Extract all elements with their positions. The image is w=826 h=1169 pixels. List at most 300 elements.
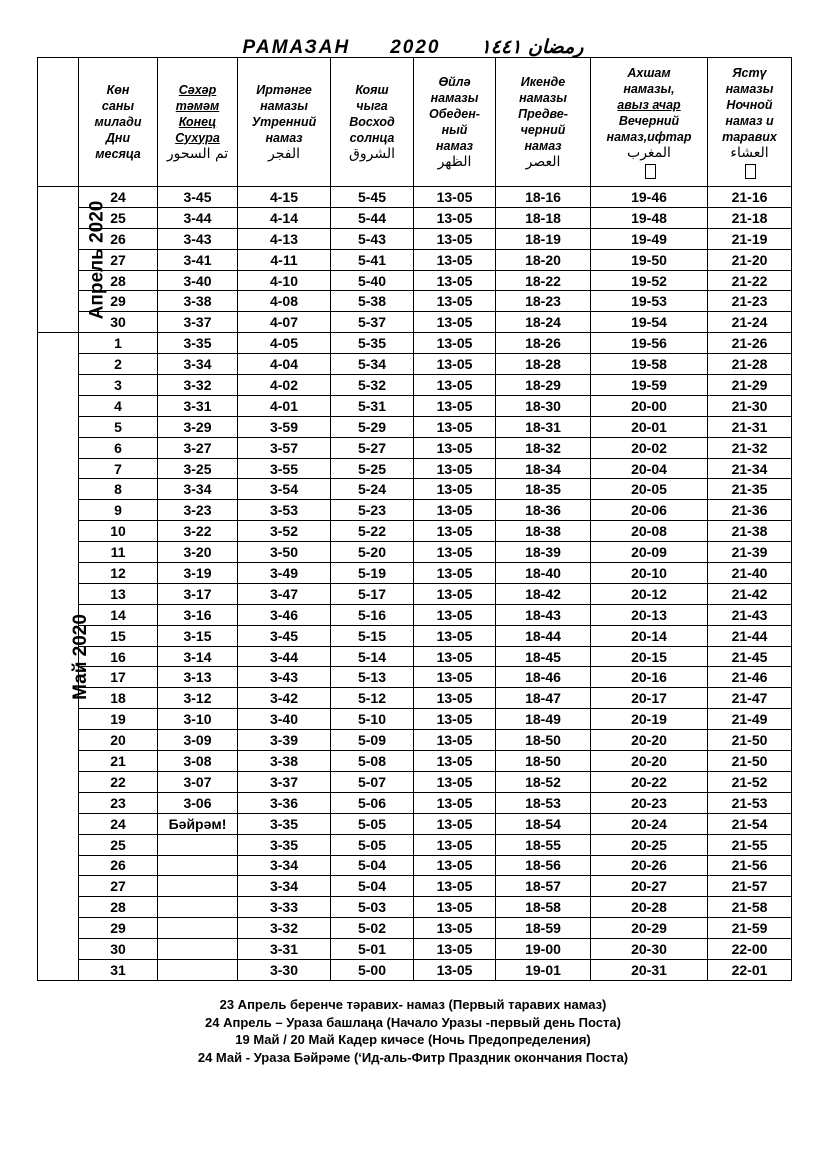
- cell-asr: 18-34: [496, 458, 591, 479]
- cell-fajr: 3-49: [238, 563, 331, 584]
- cell-maghrib: 20-12: [591, 583, 708, 604]
- table-row: [38, 270, 792, 291]
- cell-asr: 18-50: [496, 751, 591, 772]
- cell-isha: 21-26: [708, 333, 792, 354]
- header-line: Вечерний: [618, 114, 680, 129]
- table-row: [38, 479, 792, 500]
- cell-asr: 18-56: [496, 855, 591, 876]
- cell-asr: 18-58: [496, 897, 591, 918]
- table-row: [38, 939, 792, 960]
- header-line: намазы: [725, 82, 774, 97]
- cell-dhuhr: 13-05: [414, 792, 496, 813]
- cell-suhur: 3-27: [158, 437, 238, 458]
- cell-maghrib: 20-23: [591, 792, 708, 813]
- cell-asr: 18-30: [496, 395, 591, 416]
- cell-suhur: Бәйрәм!: [158, 813, 238, 834]
- cell-sunrise: 5-34: [331, 354, 414, 375]
- header-line: намаз,ифтар: [606, 130, 692, 145]
- note-line: 24 Май - Ураза Бәйрәме (‘Ид-аль-Фитр Праздник окончания Поста): [197, 1049, 629, 1065]
- header-fajr: [238, 58, 331, 187]
- header-line: Көн: [106, 83, 130, 97]
- cell-dhuhr: 13-05: [414, 876, 496, 897]
- cell-day: 7: [79, 458, 158, 479]
- cell-sunrise: 5-37: [331, 312, 414, 333]
- cell-maghrib: 20-06: [591, 500, 708, 521]
- table-row: [38, 312, 792, 333]
- header-line: Восход: [349, 114, 395, 129]
- cell-suhur: 3-17: [158, 583, 238, 604]
- header-line: Ахшам: [627, 66, 671, 81]
- cell-isha: 21-53: [708, 792, 792, 813]
- cell-sunrise: 5-09: [331, 730, 414, 751]
- table-row: [38, 542, 792, 563]
- cell-dhuhr: 13-05: [414, 688, 496, 709]
- table-row: [38, 354, 792, 375]
- cell-asr: 18-50: [496, 730, 591, 751]
- cell-dhuhr: 13-05: [414, 855, 496, 876]
- cell-fajr: 4-15: [238, 187, 331, 208]
- cell-suhur: [158, 897, 238, 918]
- header-line: черний: [520, 122, 566, 137]
- header-line: таравих: [722, 130, 777, 145]
- cell-asr: 18-16: [496, 187, 591, 208]
- cell-fajr: 3-33: [238, 897, 331, 918]
- cell-fajr: 3-50: [238, 542, 331, 563]
- cell-sunrise: 5-05: [331, 813, 414, 834]
- cell-sunrise: 5-06: [331, 792, 414, 813]
- cell-maghrib: 20-16: [591, 667, 708, 688]
- cell-dhuhr: 13-05: [414, 333, 496, 354]
- cell-suhur: 3-09: [158, 730, 238, 751]
- cell-maghrib: 20-27: [591, 876, 708, 897]
- header-sunrise: [331, 58, 414, 187]
- cell-suhur: [158, 876, 238, 897]
- cell-isha: 21-38: [708, 521, 792, 542]
- header-line: Иртәнге: [256, 82, 312, 97]
- cell-asr: 19-00: [496, 939, 591, 960]
- cell-sunrise: 5-23: [331, 500, 414, 521]
- cell-suhur: 3-34: [158, 354, 238, 375]
- table-row: [38, 751, 792, 772]
- cell-isha: 21-39: [708, 542, 792, 563]
- cell-asr: 18-39: [496, 542, 591, 563]
- cell-day: 21: [79, 751, 158, 772]
- cell-maghrib: 20-28: [591, 897, 708, 918]
- cell-asr: 18-22: [496, 270, 591, 291]
- header-arabic: العصر: [525, 153, 561, 170]
- cell-isha: 21-16: [708, 187, 792, 208]
- note-line: 19 Май / 20 Май Кадер кичәсе (Ночь Предопределения): [235, 1032, 591, 1047]
- cell-sunrise: 5-29: [331, 416, 414, 437]
- checkbox-square-icon: [745, 164, 756, 179]
- table-row: [38, 333, 792, 354]
- cell-dhuhr: 13-05: [414, 479, 496, 500]
- cell-day: 28: [79, 897, 158, 918]
- cell-asr: 18-20: [496, 249, 591, 270]
- cell-dhuhr: 13-05: [414, 730, 496, 751]
- cell-day: 30: [79, 312, 158, 333]
- cell-asr: 18-55: [496, 834, 591, 855]
- cell-maghrib: 20-10: [591, 563, 708, 584]
- table-row: [38, 646, 792, 667]
- cell-maghrib: 19-59: [591, 375, 708, 396]
- cell-fajr: 3-45: [238, 625, 331, 646]
- cell-dhuhr: 13-05: [414, 354, 496, 375]
- cell-dhuhr: 13-05: [414, 939, 496, 960]
- header-line: месяца: [95, 147, 141, 161]
- table-row: [38, 228, 792, 249]
- cell-fajr: 3-43: [238, 667, 331, 688]
- cell-day: 30: [79, 939, 158, 960]
- cell-asr: 18-54: [496, 813, 591, 834]
- cell-sunrise: 5-05: [331, 834, 414, 855]
- cell-suhur: 3-19: [158, 563, 238, 584]
- cell-dhuhr: 13-05: [414, 458, 496, 479]
- header-line: тәмәм: [175, 98, 220, 113]
- cell-day: 28: [79, 270, 158, 291]
- cell-isha: 21-55: [708, 834, 792, 855]
- cell-dhuhr: 13-05: [414, 521, 496, 542]
- table-row: [38, 855, 792, 876]
- cell-isha: 22-01: [708, 959, 792, 980]
- cell-suhur: [158, 834, 238, 855]
- cell-asr: 18-44: [496, 625, 591, 646]
- table-row: [38, 187, 792, 208]
- cell-dhuhr: 13-05: [414, 625, 496, 646]
- cell-asr: 18-18: [496, 207, 591, 228]
- cell-isha: 21-34: [708, 458, 792, 479]
- header-isha: [708, 58, 792, 187]
- cell-day: 6: [79, 437, 158, 458]
- header-arabic: الفجر: [268, 145, 300, 162]
- cell-dhuhr: 13-05: [414, 646, 496, 667]
- cell-isha: 21-24: [708, 312, 792, 333]
- cell-maghrib: 20-02: [591, 437, 708, 458]
- cell-day: 24: [79, 187, 158, 208]
- header-arabic: المغرب: [627, 145, 671, 162]
- cell-maghrib: 20-15: [591, 646, 708, 667]
- cell-suhur: [158, 939, 238, 960]
- cell-day: 3: [79, 375, 158, 396]
- cell-dhuhr: 13-05: [414, 270, 496, 291]
- cell-sunrise: 5-20: [331, 542, 414, 563]
- cell-sunrise: 5-40: [331, 270, 414, 291]
- cell-fajr: 4-05: [238, 333, 331, 354]
- header-line: намаз и: [725, 114, 774, 129]
- cell-maghrib: 20-19: [591, 709, 708, 730]
- cell-isha: 21-22: [708, 270, 792, 291]
- cell-maghrib: 20-01: [591, 416, 708, 437]
- cell-asr: 18-35: [496, 479, 591, 500]
- cell-dhuhr: 13-05: [414, 918, 496, 939]
- cell-asr: 18-19: [496, 228, 591, 249]
- cell-fajr: 3-52: [238, 521, 331, 542]
- cell-day: 17: [79, 667, 158, 688]
- cell-day: 26: [79, 228, 158, 249]
- header-line: Сухура: [175, 130, 220, 145]
- cell-maghrib: 19-46: [591, 187, 708, 208]
- cell-maghrib: 19-48: [591, 207, 708, 228]
- cell-maghrib: 20-17: [591, 688, 708, 709]
- header-line: намазы: [260, 98, 308, 113]
- cell-fajr: 3-57: [238, 437, 331, 458]
- cell-asr: 18-42: [496, 583, 591, 604]
- cell-suhur: [158, 855, 238, 876]
- header-maghrib: [591, 58, 708, 187]
- cell-asr: 18-53: [496, 792, 591, 813]
- cell-day: 16: [79, 646, 158, 667]
- cell-isha: 21-44: [708, 625, 792, 646]
- title-hijri: رمضان ١٤٤١: [480, 36, 584, 58]
- cell-isha: 21-57: [708, 876, 792, 897]
- cell-dhuhr: 13-05: [414, 959, 496, 980]
- table-row: [38, 897, 792, 918]
- cell-sunrise: 5-04: [331, 876, 414, 897]
- cell-fajr: 4-07: [238, 312, 331, 333]
- header-line: намаз: [265, 130, 303, 145]
- cell-dhuhr: 13-05: [414, 897, 496, 918]
- cell-suhur: 3-45: [158, 187, 238, 208]
- cell-suhur: 3-31: [158, 395, 238, 416]
- cell-fajr: 3-47: [238, 583, 331, 604]
- cell-isha: 21-54: [708, 813, 792, 834]
- table-row: [38, 395, 792, 416]
- cell-maghrib: 20-13: [591, 604, 708, 625]
- table-row: [38, 813, 792, 834]
- cell-suhur: 3-13: [158, 667, 238, 688]
- table-row: [38, 625, 792, 646]
- table-row: [38, 437, 792, 458]
- cell-day: 8: [79, 479, 158, 500]
- cell-suhur: 3-34: [158, 479, 238, 500]
- notes: [0, 996, 826, 1066]
- cell-maghrib: 20-00: [591, 395, 708, 416]
- cell-dhuhr: 13-05: [414, 751, 496, 772]
- cell-maghrib: 20-31: [591, 959, 708, 980]
- cell-isha: 21-43: [708, 604, 792, 625]
- cell-day: 31: [79, 959, 158, 980]
- cell-suhur: 3-32: [158, 375, 238, 396]
- cell-maghrib: 19-52: [591, 270, 708, 291]
- cell-fajr: 3-38: [238, 751, 331, 772]
- table-row: [38, 834, 792, 855]
- header-line: намазы: [430, 90, 479, 105]
- cell-sunrise: 5-19: [331, 563, 414, 584]
- header-arabic: الشروق: [349, 145, 395, 162]
- table-row: [38, 291, 792, 312]
- cell-sunrise: 5-41: [331, 249, 414, 270]
- cell-fajr: 3-54: [238, 479, 331, 500]
- cell-asr: 18-57: [496, 876, 591, 897]
- table-body: [38, 187, 792, 981]
- header-dhuhr: [414, 58, 496, 187]
- cell-sunrise: 5-44: [331, 207, 414, 228]
- cell-fajr: 4-11: [238, 249, 331, 270]
- cell-asr: 19-01: [496, 959, 591, 980]
- cell-asr: 18-24: [496, 312, 591, 333]
- cell-day: 15: [79, 625, 158, 646]
- table-header: [38, 58, 792, 187]
- cell-fajr: 3-31: [238, 939, 331, 960]
- month-label: Апрель 2020: [86, 200, 108, 319]
- cell-sunrise: 5-24: [331, 479, 414, 500]
- cell-asr: 18-29: [496, 375, 591, 396]
- cell-dhuhr: 13-05: [414, 667, 496, 688]
- cell-day: 24: [79, 813, 158, 834]
- note-line: 24 Апрель – Ураза башлаңа (Начало Уразы -первый день Поста): [205, 1014, 621, 1030]
- header-line: Кояш: [355, 82, 389, 97]
- note-line: 23 Апрель беренче тәравих- намаз (Первый таравих намаз): [219, 997, 607, 1012]
- cell-sunrise: 5-35: [331, 333, 414, 354]
- cell-maghrib: 20-30: [591, 939, 708, 960]
- header-line: Конец: [178, 114, 217, 129]
- cell-asr: 18-26: [496, 333, 591, 354]
- cell-maghrib: 20-25: [591, 834, 708, 855]
- cell-asr: 18-28: [496, 354, 591, 375]
- cell-dhuhr: 13-05: [414, 813, 496, 834]
- cell-dhuhr: 13-05: [414, 395, 496, 416]
- cell-asr: 18-31: [496, 416, 591, 437]
- cell-maghrib: 20-08: [591, 521, 708, 542]
- cell-sunrise: 5-00: [331, 959, 414, 980]
- table-row: [38, 918, 792, 939]
- table-row: [38, 730, 792, 751]
- header-suhur: [158, 58, 238, 187]
- header-line: Ночной: [726, 98, 773, 113]
- cell-maghrib: 20-09: [591, 542, 708, 563]
- cell-fajr: 4-02: [238, 375, 331, 396]
- header-line: Сәхәр: [178, 82, 217, 97]
- header-line: Өйлә: [438, 74, 471, 89]
- cell-fajr: 3-46: [238, 604, 331, 625]
- cell-isha: 21-40: [708, 563, 792, 584]
- cell-isha: 21-32: [708, 437, 792, 458]
- cell-asr: 18-45: [496, 646, 591, 667]
- cell-maghrib: 20-04: [591, 458, 708, 479]
- cell-sunrise: 5-15: [331, 625, 414, 646]
- cell-isha: 21-46: [708, 667, 792, 688]
- table-row: [38, 249, 792, 270]
- cell-isha: 21-50: [708, 751, 792, 772]
- header-line: намаз: [524, 138, 562, 153]
- cell-isha: 22-00: [708, 939, 792, 960]
- cell-suhur: 3-44: [158, 207, 238, 228]
- cell-day: 2: [79, 354, 158, 375]
- cell-sunrise: 5-02: [331, 918, 414, 939]
- cell-suhur: 3-16: [158, 604, 238, 625]
- cell-day: 29: [79, 291, 158, 312]
- table-row: [38, 583, 792, 604]
- cell-asr: 18-47: [496, 688, 591, 709]
- cell-fajr: 3-34: [238, 876, 331, 897]
- cell-day: 25: [79, 207, 158, 228]
- header-arabic: العشاء: [730, 145, 769, 162]
- table-row: [38, 688, 792, 709]
- cell-day: 12: [79, 563, 158, 584]
- cell-maghrib: 19-50: [591, 249, 708, 270]
- cell-fajr: 3-39: [238, 730, 331, 751]
- cell-sunrise: 5-43: [331, 228, 414, 249]
- cell-day: 4: [79, 395, 158, 416]
- cell-dhuhr: 13-05: [414, 207, 496, 228]
- cell-asr: 18-46: [496, 667, 591, 688]
- cell-isha: 21-49: [708, 709, 792, 730]
- cell-sunrise: 5-17: [331, 583, 414, 604]
- cell-fajr: 3-55: [238, 458, 331, 479]
- cell-asr: 18-52: [496, 771, 591, 792]
- cell-asr: 18-49: [496, 709, 591, 730]
- cell-suhur: 3-38: [158, 291, 238, 312]
- cell-maghrib: 19-56: [591, 333, 708, 354]
- cell-asr: 18-38: [496, 521, 591, 542]
- table-row: [38, 500, 792, 521]
- cell-maghrib: 20-29: [591, 918, 708, 939]
- header-asr: [496, 58, 591, 187]
- table-row: [38, 604, 792, 625]
- cell-sunrise: 5-12: [331, 688, 414, 709]
- cell-isha: 21-45: [708, 646, 792, 667]
- cell-suhur: 3-25: [158, 458, 238, 479]
- table-row: [38, 771, 792, 792]
- cell-fajr: 4-14: [238, 207, 331, 228]
- cell-day: 20: [79, 730, 158, 751]
- cell-suhur: 3-06: [158, 792, 238, 813]
- cell-fajr: 3-59: [238, 416, 331, 437]
- cell-fajr: 3-30: [238, 959, 331, 980]
- cell-suhur: 3-22: [158, 521, 238, 542]
- cell-isha: 21-29: [708, 375, 792, 396]
- cell-suhur: 3-43: [158, 228, 238, 249]
- cell-day: 5: [79, 416, 158, 437]
- cell-fajr: 3-53: [238, 500, 331, 521]
- cell-suhur: 3-14: [158, 646, 238, 667]
- cell-suhur: [158, 959, 238, 980]
- cell-suhur: 3-07: [158, 771, 238, 792]
- table-row: [38, 959, 792, 980]
- cell-fajr: 3-34: [238, 855, 331, 876]
- cell-suhur: 3-23: [158, 500, 238, 521]
- cell-maghrib: 20-14: [591, 625, 708, 646]
- table-row: [38, 667, 792, 688]
- cell-suhur: 3-35: [158, 333, 238, 354]
- header-line: намазы: [519, 90, 567, 105]
- header-line: Утренний: [251, 114, 317, 129]
- cell-dhuhr: 13-05: [414, 771, 496, 792]
- header-line: Икенде: [520, 74, 566, 89]
- cell-day: 22: [79, 771, 158, 792]
- cell-dhuhr: 13-05: [414, 437, 496, 458]
- cell-isha: 21-47: [708, 688, 792, 709]
- cell-fajr: 4-08: [238, 291, 331, 312]
- header-line: намазы,: [623, 82, 675, 97]
- cell-fajr: 4-01: [238, 395, 331, 416]
- cell-sunrise: 5-01: [331, 939, 414, 960]
- cell-suhur: 3-20: [158, 542, 238, 563]
- cell-suhur: 3-29: [158, 416, 238, 437]
- cell-isha: 21-18: [708, 207, 792, 228]
- title-year: 2020: [390, 37, 441, 58]
- cell-asr: 18-23: [496, 291, 591, 312]
- cell-isha: 21-56: [708, 855, 792, 876]
- cell-fajr: 3-36: [238, 792, 331, 813]
- cell-suhur: 3-08: [158, 751, 238, 772]
- page-title: [0, 36, 826, 59]
- cell-asr: 18-32: [496, 437, 591, 458]
- cell-dhuhr: 13-05: [414, 583, 496, 604]
- cell-day: 9: [79, 500, 158, 521]
- cell-dhuhr: 13-05: [414, 416, 496, 437]
- table-row: [38, 521, 792, 542]
